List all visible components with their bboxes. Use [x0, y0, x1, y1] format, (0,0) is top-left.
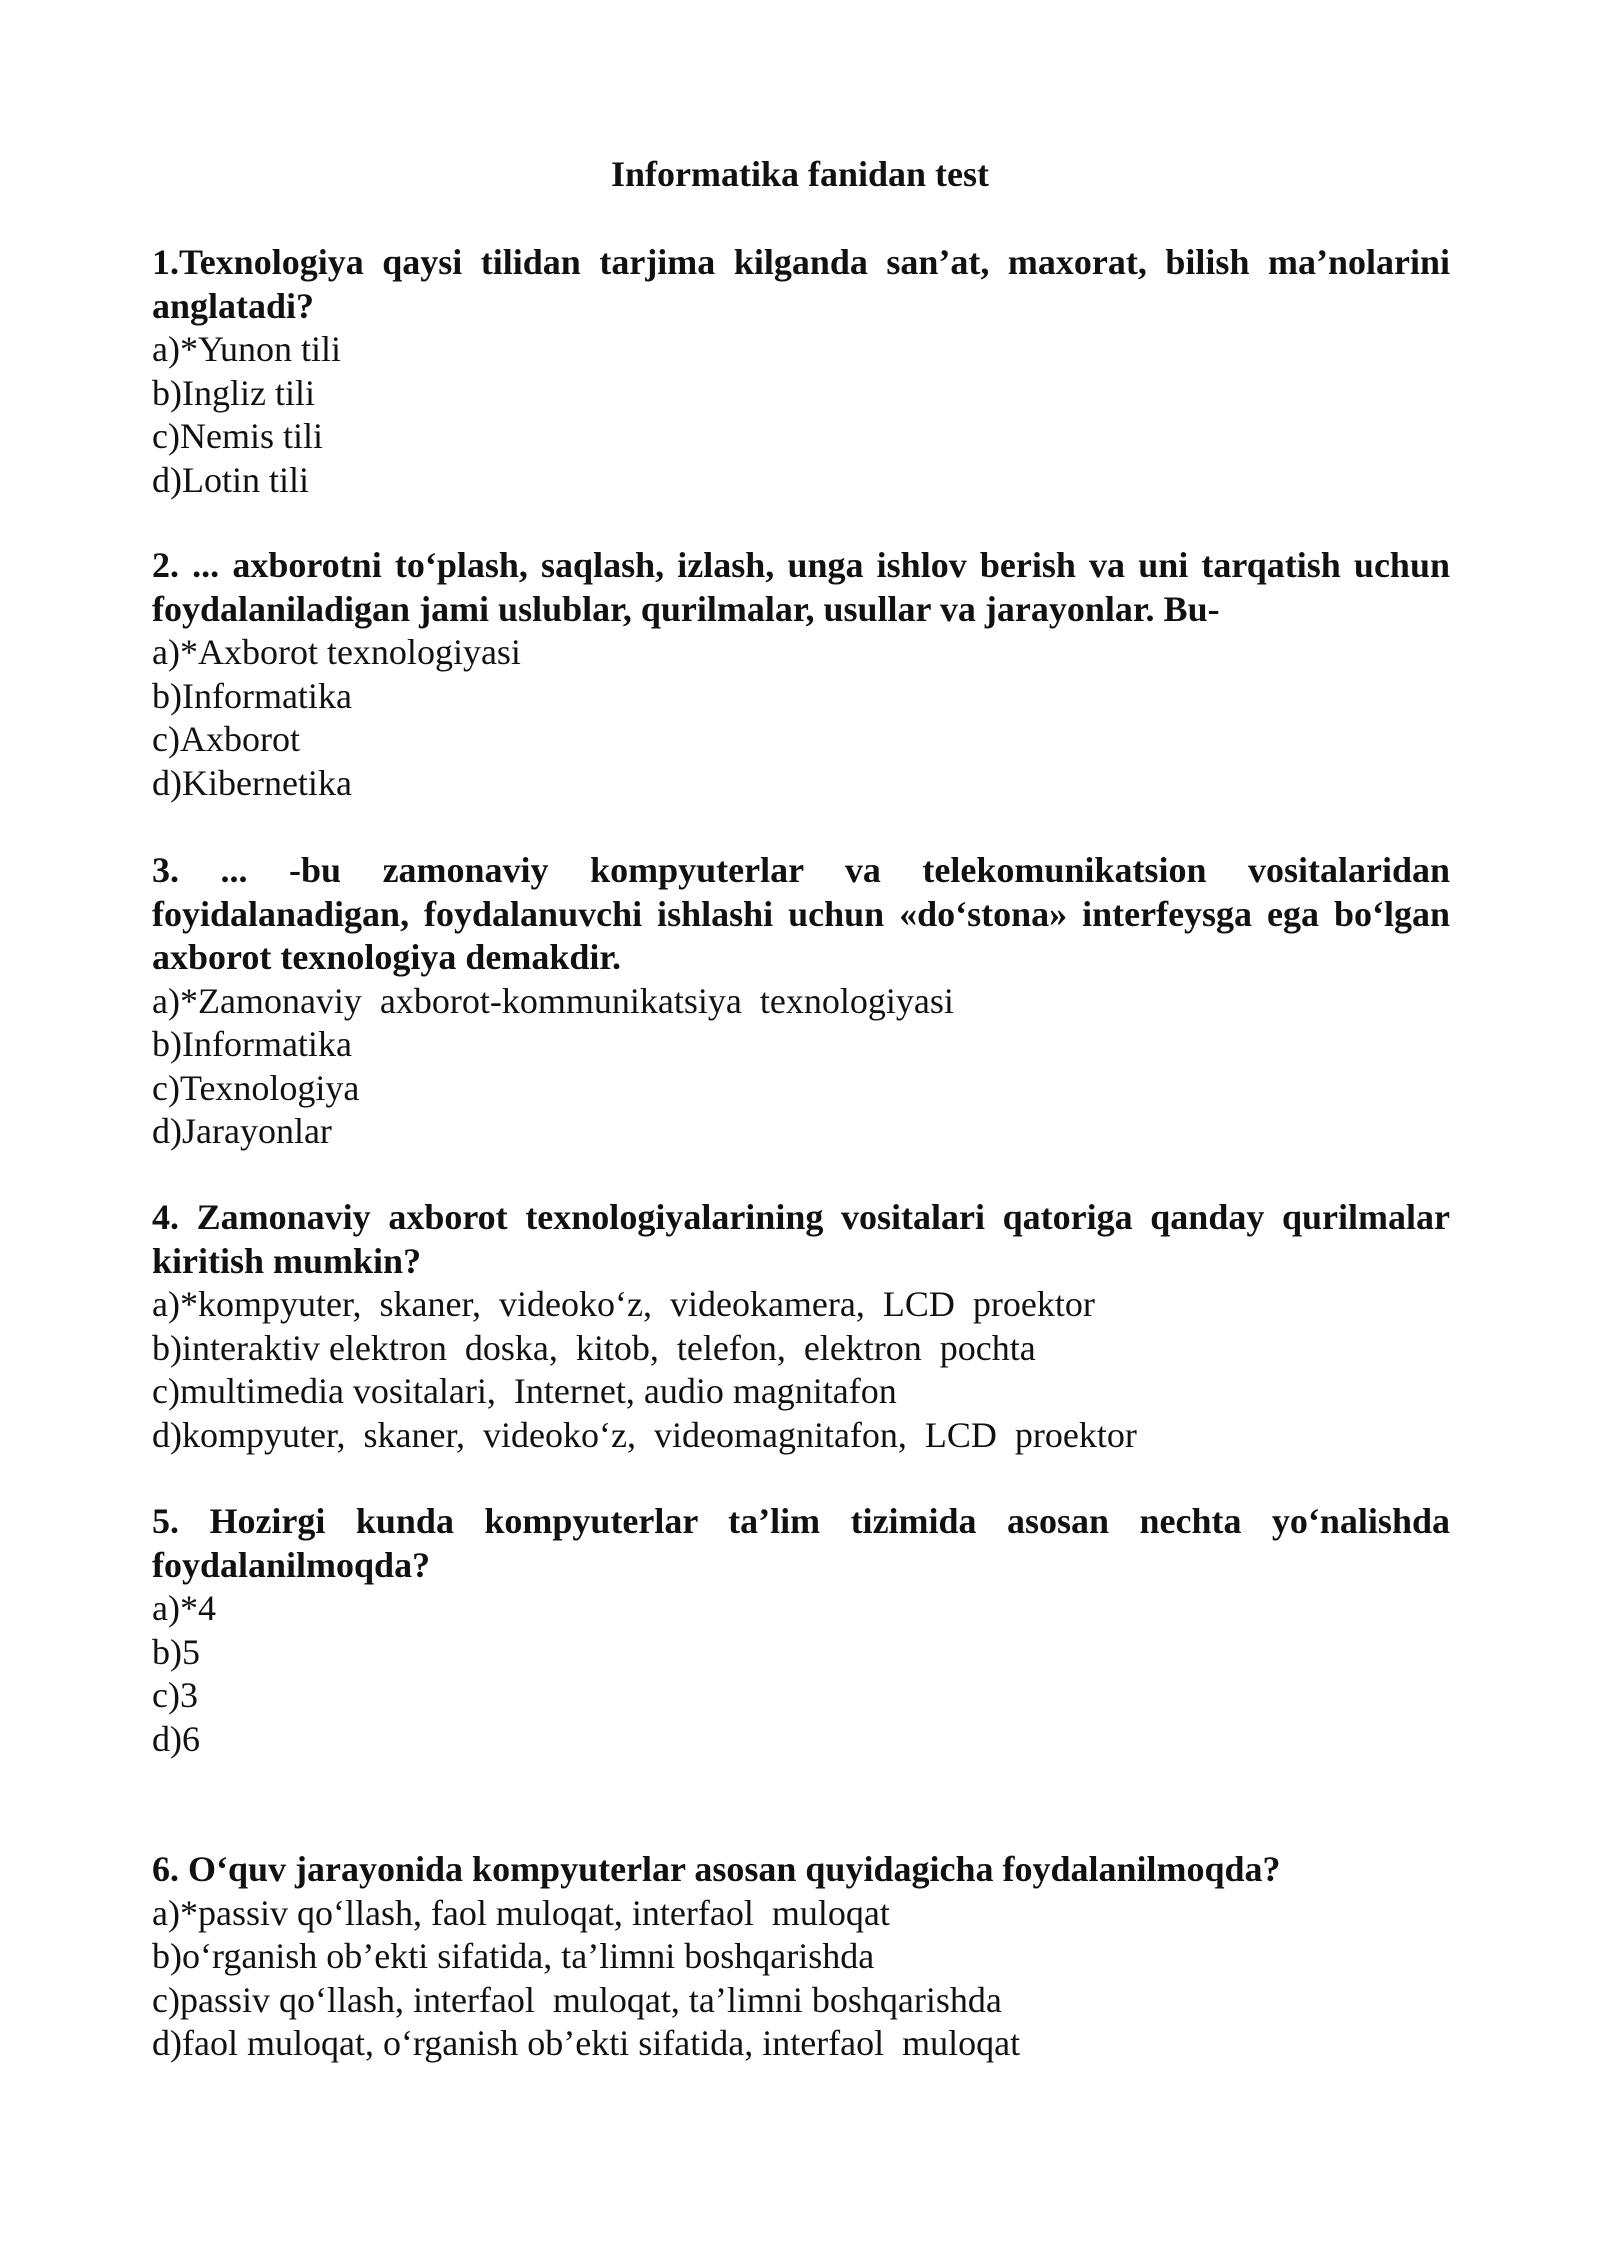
answer-option-d: d)6: [152, 1718, 200, 1759]
answer-options: [152, 328, 1450, 502]
question-text: 5. Hozirgi kunda kompyuterlar ta’lim tizimida asosan nechta yo‘nalishda foydalanilmoqda?: [152, 1501, 1450, 1585]
answer-option-a: a)*Yunon tili: [152, 329, 341, 369]
question-4: [152, 1196, 1450, 1457]
answer-option-b: b)Informatika: [152, 675, 352, 716]
answer-option-c: c)passiv qo‘llash, interfaol muloqat, ta’limni boshqarishda: [152, 1979, 1002, 2020]
answer-options: [152, 1892, 1450, 2066]
question-2: [152, 544, 1450, 805]
document-title: Informatika fanidan test: [610, 154, 990, 194]
answer-option-b: b)o‘rganish ob’ekti sifatida, ta’limni boshqarishda: [152, 1936, 875, 1976]
answer-option-a: a)*kompyuter, skaner, videoko‘z, videokamera, LCD proektor: [152, 1284, 1095, 1324]
answer-option-c: c)3: [152, 1675, 198, 1715]
question-text: 3. ... -bu zamonaviy kompyuterlar va telekomunikatsion vositalaridan foyidalanadigan, foydalanuvchi ishlashi uchun «do‘stona» interfeysga ega bo‘lgan axborot texnologiya demakdir.: [152, 850, 1450, 977]
answer-option-c: c)Axborot: [152, 719, 300, 759]
answer-options: [152, 631, 1450, 805]
answer-option-d: d)Lotin tili: [152, 459, 309, 500]
answer-option-b: b)5: [152, 1631, 200, 1672]
answer-options: [152, 980, 1450, 1154]
answer-option-a: a)*passiv qo‘llash, faol muloqat, interfaol muloqat: [152, 1892, 890, 1933]
answer-option-a: a)*4: [152, 1588, 216, 1628]
answer-option-c: c)Texnologiya: [152, 1067, 360, 1108]
question-3: [152, 849, 1450, 1154]
answer-option-b: b)Informatika: [152, 1024, 352, 1064]
answer-option-c: c)Nemis tili: [152, 416, 323, 456]
question-text: 4. Zamonaviy axborot texnologiyalarining vositalari qatoriga qanday qurilmalar kiritish mumkin?: [152, 1197, 1450, 1281]
question-5: [152, 1500, 1450, 1761]
question-1: [152, 241, 1450, 502]
answer-option-b: b)Ingliz tili: [152, 372, 315, 413]
question-text: 6. O‘quv jarayonida kompyuterlar asosan quyidagicha foydalanilmoqda?: [152, 1849, 1281, 1889]
answer-option-c: c)multimedia vositalari, Internet, audio magnitafon: [152, 1371, 897, 1411]
answer-options: [152, 1587, 1450, 1761]
answer-option-a: a)*Zamonaviy axborot-kommunikatsiya texnologiyasi: [152, 980, 954, 1021]
question-text: 2. ... axborotni to‘plash, saqlash, izlash, unga ishlov berish va uni tarqatish uchun foydalaniladigan jami uslublar, qurilmalar, usullar va jarayonlar. Bu-: [152, 545, 1450, 629]
answer-option-a: a)*Axborot texnologiyasi: [152, 632, 521, 672]
question-text: 1.Texnologiya qaysi tilidan tarjima kilganda san’at, maxorat, bilish ma’nolarini anglatadi?: [152, 242, 1450, 326]
answer-option-b: b)interaktiv elektron doska, kitob, telefon, elektron pochta: [152, 1327, 1036, 1368]
answer-option-d: d)Kibernetika: [152, 762, 352, 803]
answer-option-d: d)faol muloqat, o‘rganish ob’ekti sifatida, interfaol muloqat: [152, 2023, 1021, 2063]
answer-options: [152, 1283, 1450, 1457]
answer-option-d: d)kompyuter, skaner, videoko‘z, videomagnitafon, LCD proektor: [152, 1414, 1137, 1455]
question-6: [152, 1848, 1450, 2066]
answer-option-d: d)Jarayonlar: [152, 1111, 332, 1151]
